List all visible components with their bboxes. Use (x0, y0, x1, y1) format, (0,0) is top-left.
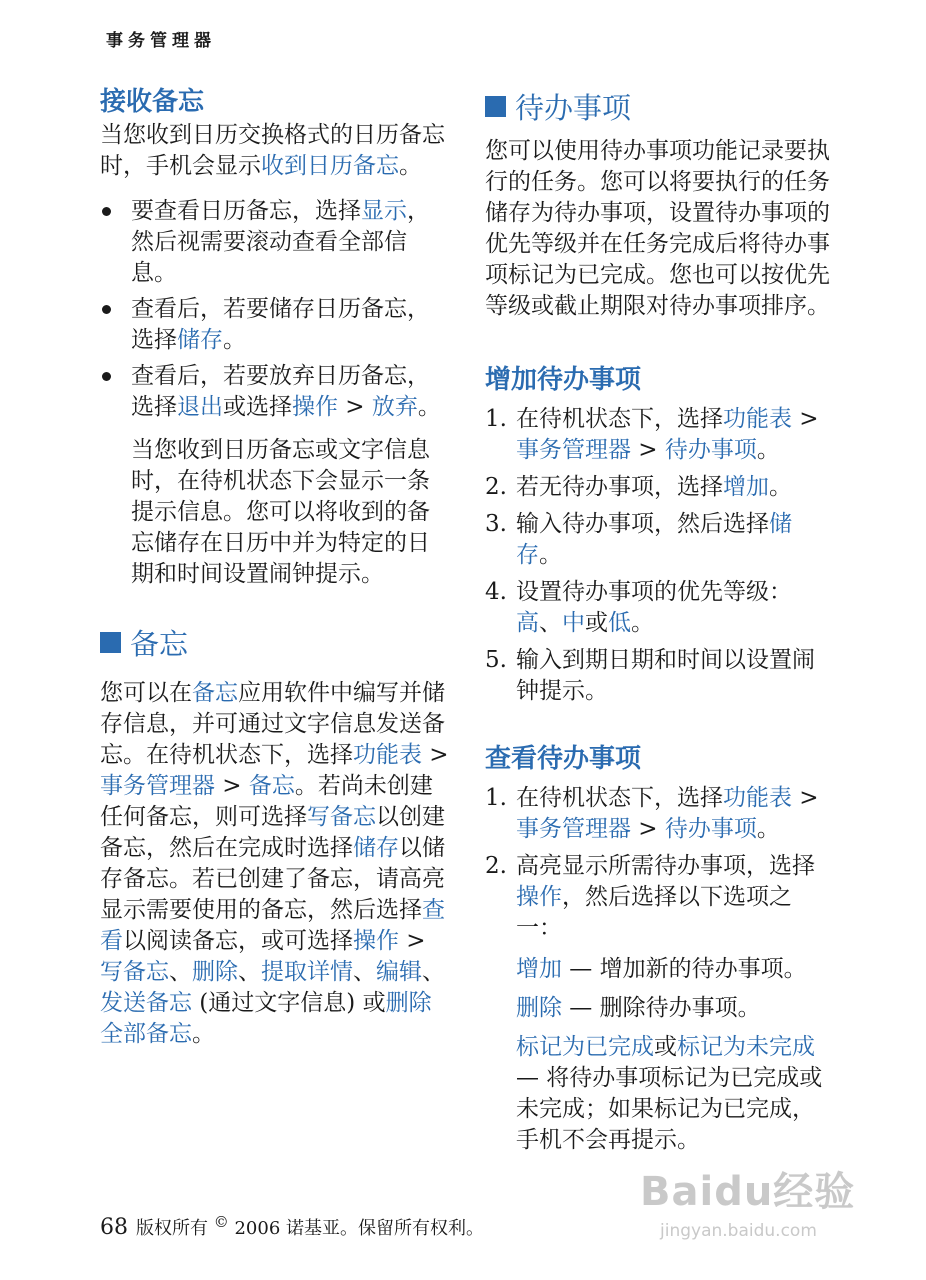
link-text: 标记为已完成 (516, 1034, 654, 1060)
memo-paragraph: 您可以在备忘应用软件中编写并储存信息，并可通过文字信息发送备忘。在待机状态下，选择功能表 > 事务管理器 > 备忘。若尚未创建任何备忘，则可选择写备忘以创建备忘，然后在完成时选择储存以储存备忘。若已创建了备忘，请高亮显示需要使用的备忘，然后选择查看以阅读备忘，或可选择操作 > 写备忘、删除、提取详情、编辑、发送备忘 (通过文字信息) 或删除全部备忘。 (100, 680, 449, 1047)
link-text: 高 (516, 610, 539, 636)
todo-section-title: 待办事项 (485, 84, 835, 128)
list-item: 2. 高亮显示所需待办事项，选择操作，然后选择以下选项之一： (485, 853, 815, 941)
link-text: 操作 (516, 884, 562, 910)
list-item: 5. 输入到期日期和时间以设置闹钟提示。 (485, 647, 815, 704)
square-bullet-icon (100, 632, 121, 653)
list-item: 1. 在待机状态下，选择功能表 > 事务管理器 > 待办事项。 (485, 785, 819, 842)
add-todo-title: 增加待办事项 (485, 365, 642, 395)
link-exit: 退出 (177, 394, 223, 420)
option-mark: 标记为已完成或标记为未完成 — 将待办事项标记为已完成或未完成；如果标记为已完成，手机不会再提示。 (516, 1034, 823, 1153)
list-item: 3. 输入待办事项，然后选择储存。 (485, 511, 792, 568)
link-text: 备忘 (248, 773, 295, 799)
link-text: 备忘 (192, 680, 238, 706)
link-text: 事务管理器 (516, 816, 631, 842)
watermark-url: jingyan.baidu.com (660, 1221, 817, 1241)
link-text: 写备忘 (100, 959, 169, 985)
link-text: 操作 (353, 928, 399, 954)
link-show: 显示 (361, 198, 407, 224)
list-item: 1. 在待机状态下，选择功能表 > 事务管理器 > 待办事项。 (485, 406, 819, 463)
link-received-calendar-memo: 收到日历备忘 (261, 153, 399, 179)
receive-memo-paragraph: 当您收到日历交换格式的日历备忘时，手机会显示收到日历备忘。 (100, 122, 445, 179)
option-delete: 删除 — 删除待办事项。 (516, 995, 761, 1021)
link-text: 事务管理器 (516, 437, 631, 463)
link-text: 储存 (516, 511, 792, 568)
todo-paragraph: 您可以使用待办事项功能记录要执行的任务。您可以将要执行的任务储存为待办事项，设置待办事项的优先等级并在任务完成后将待办事项标记为已完成。您也可以按优先等级或截止期限对待办事项排序。 (485, 138, 830, 319)
memo-section-title: 备忘 (100, 620, 450, 664)
list-item: 4. 设置待办事项的优先等级：高、中或低。 (485, 579, 792, 636)
link-text: 发送备忘 (100, 990, 192, 1016)
list-item: 要查看日历备忘，选择显示，然后视需要滚动查看全部信息。 (100, 196, 450, 289)
receive-bullet-list (100, 196, 450, 423)
link-text: 功能表 (723, 406, 792, 432)
watermark-logo: Baidu经验 (640, 1169, 856, 1215)
link-text: 储存 (353, 835, 399, 861)
link-text: 增加 (723, 474, 769, 500)
link-text: 低 (608, 610, 631, 636)
link-text: 写备忘 (307, 804, 376, 830)
link-text: 删除全部备忘 (100, 990, 432, 1047)
baidu-watermark (640, 1160, 880, 1270)
link-text: 功能表 (723, 785, 792, 811)
bullet-dot-icon (102, 305, 111, 314)
list-item: 查看后，若要储存日历备忘，选择储存。 (100, 294, 450, 356)
link-text: 标记为未完成 (677, 1034, 815, 1060)
add-todo-steps (485, 404, 835, 707)
left-column (100, 84, 450, 1050)
link-text: 中 (562, 610, 585, 636)
link-save: 储存 (177, 327, 223, 353)
list-item: 2. 若无待办事项，选择增加。 (485, 474, 792, 500)
bullet-dot-icon (102, 207, 111, 216)
list-item: 查看后，若要放弃日历备忘，选择退出或选择操作 > 放弃。 (100, 361, 450, 423)
bullet-dot-icon (102, 372, 111, 381)
link-text: 编辑 (376, 959, 422, 985)
link-discard: 放弃 (371, 394, 418, 420)
option-add: 增加 — 增加新的待办事项。 (516, 956, 807, 982)
link-text: 待办事项 (664, 437, 757, 463)
link-text: 删除 (192, 959, 238, 985)
view-todo-steps (485, 783, 835, 944)
link-text: 功能表 (353, 742, 422, 768)
link-text: 待办事项 (664, 816, 757, 842)
page-number: 68 (100, 1215, 128, 1240)
right-column (485, 84, 835, 1156)
link-text: 提取详情 (261, 959, 353, 985)
square-bullet-icon (485, 96, 506, 117)
running-head: 事务管理器 (106, 31, 216, 51)
receive-memo-title: 接收备忘 (100, 87, 205, 117)
link-text: 查看 (100, 897, 445, 954)
receive-note: 当您收到日历备忘或文字信息时，在待机状态下会显示一条提示信息。您可以将收到的备忘储存在日历中并为特定的日期和时间设置闹钟提示。 (131, 437, 430, 587)
link-text: 增加 (516, 956, 562, 982)
view-todo-title: 查看待办事项 (485, 744, 642, 774)
link-options: 操作 (292, 394, 338, 420)
page-footer: 68 版权所有 © 2006 诺基亚。保留所有权利。 (100, 1213, 484, 1240)
link-text: 事务管理器 (100, 773, 215, 799)
link-text: 删除 (516, 995, 562, 1021)
